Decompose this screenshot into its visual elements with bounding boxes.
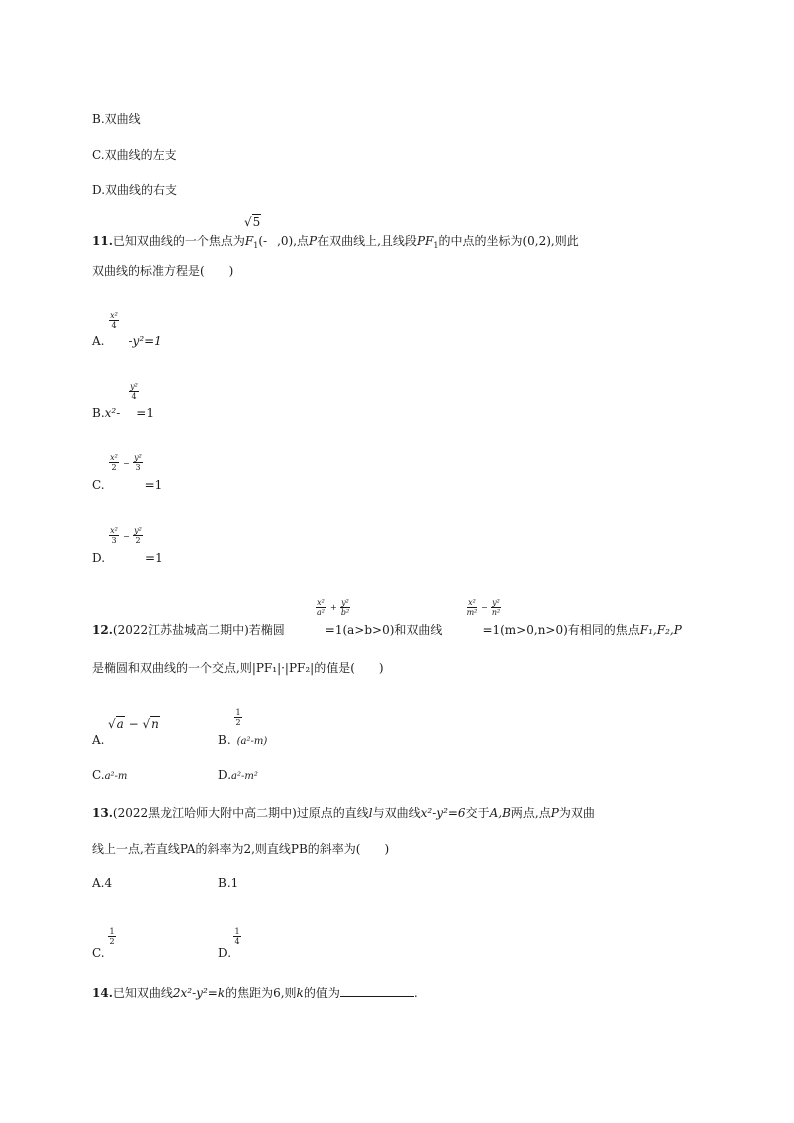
- q13-c-fraction: 1 2: [109, 927, 115, 946]
- q11-b-fraction: y² 4: [130, 382, 138, 401]
- q13-option-a: A.4: [92, 876, 113, 890]
- q12-ellipse-plus: +: [330, 603, 337, 612]
- q12-option-d: D.a²-m²: [218, 768, 258, 782]
- q12-ellipse-fraction-2: y² b²: [340, 598, 350, 617]
- q13-stem-line1: 13.(2022黑龙江哈师大附中高二期中)过原点的直线l与双曲线x²-y²=6交于A,B两点,点P为双曲: [92, 806, 595, 820]
- q11-stem-line1: 11.已知双曲线的一个焦点为$F_1(-$ ,0),点P在双曲线上,且线段$PF_1$的中点的坐标为(0,2),则此: [92, 234, 579, 250]
- q12-option-a-expr: √a − √n: [108, 717, 159, 731]
- q11-stem-line2: 双曲线的标准方程是( ): [92, 264, 234, 278]
- q10-option-c: C.双曲线的左支: [92, 148, 177, 162]
- q12-hyperbola-minus: −: [481, 603, 488, 612]
- q11-c-fraction-2: y² 3: [134, 453, 142, 472]
- q14-stem: 14.已知双曲线2x²-y²=k的焦距为6,则k的值为 .: [92, 986, 418, 1000]
- q12-number: 12.: [92, 623, 113, 637]
- q11-sqrt-5: √5: [244, 215, 261, 229]
- q12-hyperbola-fraction-2: y² n²: [491, 598, 501, 617]
- q12-stem-line1: 12.(2022江苏盐城高二期中)若椭圆 =1(a>b>0)和双曲线 =1(m>0,n>0)有相同的焦点F₁,F₂,P: [92, 623, 682, 637]
- q12-stem-line2: 是椭圆和双曲线的一个交点,则|PF₁|·|PF₂|的值是( ): [92, 661, 384, 675]
- q11-number: 11.: [92, 234, 113, 248]
- q12-b-fraction: 1 2: [235, 708, 241, 727]
- q11-option-b: B.x²- =1: [92, 406, 154, 420]
- q11-a-fraction: x² 4: [110, 311, 118, 330]
- q13-option-b: B.1: [218, 876, 239, 890]
- q13-stem-line2: 线上一点,若直线PA的斜率为2,则直线PB的斜率为( ): [92, 842, 390, 856]
- q13-number: 13.: [92, 806, 113, 820]
- q11-d-fraction-2: y² 2: [134, 526, 142, 545]
- q11-option-d: D. =1: [92, 551, 163, 565]
- q11-option-c: C. =1: [92, 478, 163, 492]
- q14-answer-blank[interactable]: [340, 986, 414, 997]
- q11-option-a: A. -y²=1: [92, 334, 162, 348]
- q12-option-a-label: A.: [92, 733, 105, 747]
- q13-option-d-label: D.: [218, 946, 232, 960]
- q12-option-b: B. (a²-m): [218, 733, 268, 747]
- q12-option-c: C.a²-m: [92, 768, 128, 782]
- q12-hyperbola-fraction-1: x² m²: [466, 598, 478, 617]
- q11-d-fraction-1: x² 3: [110, 526, 118, 545]
- q10-option-d: D.双曲线的右支: [92, 183, 178, 197]
- q14-number: 14.: [92, 986, 113, 1000]
- q12-ellipse-fraction-1: x² a²: [317, 598, 325, 617]
- q11-c-fraction-1: x² 2: [110, 453, 118, 472]
- q10-option-b: B.双曲线: [92, 112, 141, 126]
- q11-c-minus: −: [123, 459, 130, 468]
- q13-option-c-label: C.: [92, 946, 105, 960]
- q13-d-fraction: 1 4: [234, 927, 240, 946]
- q11-d-minus: −: [123, 532, 130, 541]
